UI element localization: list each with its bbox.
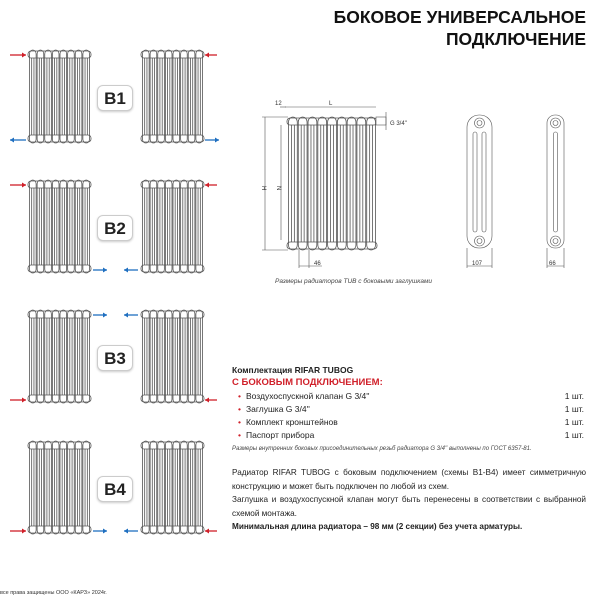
list-item bbox=[232, 429, 584, 442]
supply-arrow bbox=[10, 183, 26, 188]
bullet-icon: • bbox=[238, 404, 241, 414]
radiator bbox=[141, 310, 204, 403]
supply-arrow bbox=[205, 53, 217, 58]
radiator bbox=[141, 441, 204, 534]
list-item bbox=[232, 416, 584, 429]
kit-list bbox=[232, 390, 584, 442]
return-arrow bbox=[10, 138, 26, 143]
supply-arrow bbox=[10, 53, 26, 58]
radiator-side-view-66 bbox=[547, 115, 564, 268]
supply-arrow bbox=[205, 529, 217, 534]
radiator bbox=[28, 441, 91, 534]
title-line-2: ПОДКЛЮЧЕНИЕ bbox=[445, 29, 586, 49]
list-item bbox=[232, 403, 584, 416]
description-p1: Радиатор RIFAR TUBOG с боковым подключением (схемы B1-B4) имеет симметричную конструкцию и может быть подключен по любой из схем. bbox=[232, 468, 586, 491]
scheme-label: B1 bbox=[97, 85, 133, 111]
item-name: Заглушка G 3/4'' bbox=[245, 404, 310, 414]
dim-N: N bbox=[275, 186, 281, 191]
kit-heading: Комплектация RIFAR TUBOG bbox=[232, 365, 354, 375]
radiator-front-view bbox=[287, 117, 377, 250]
item-qty: 1 шт. bbox=[564, 417, 584, 427]
kit-section bbox=[232, 365, 584, 452]
scheme-label: B4 bbox=[97, 476, 133, 502]
return-arrow bbox=[205, 138, 219, 143]
dim-46: 46 bbox=[314, 261, 321, 267]
scheme-b1 bbox=[0, 45, 220, 145]
item-qty: 1 шт. bbox=[564, 391, 584, 401]
radiator bbox=[28, 50, 91, 143]
dim-107: 107 bbox=[472, 261, 483, 267]
scheme-b2 bbox=[0, 175, 220, 275]
dim-66: 66 bbox=[549, 261, 556, 267]
scheme-b4 bbox=[0, 436, 220, 536]
list-item bbox=[232, 390, 584, 403]
item-name: Комплект кронштейнов bbox=[245, 417, 338, 427]
item-qty: 1 шт. bbox=[564, 430, 584, 440]
description-p3: Минимальная длина радиатора – 98 мм (2 секции) без учета арматуры. bbox=[232, 522, 523, 531]
return-arrow bbox=[93, 313, 107, 318]
scheme-label: B3 bbox=[97, 345, 133, 371]
return-arrow bbox=[124, 313, 138, 318]
thread-note: Размеры внутренних боковых присоединительных резьб радиатора G 3/4'' выполнены по ГОСТ 6357-81. bbox=[232, 446, 532, 452]
radiator bbox=[287, 117, 377, 250]
dim-12: 12 bbox=[275, 101, 282, 107]
dim-H: H bbox=[260, 186, 266, 191]
supply-arrow bbox=[10, 398, 26, 403]
return-arrow bbox=[124, 268, 138, 273]
scheme-b3 bbox=[0, 305, 220, 405]
description bbox=[232, 466, 586, 534]
description-p2: Заглушка и воздухоспускной клапан могут быть перенесены в соответствии с выбранной схемой монтажа. bbox=[232, 495, 586, 518]
radiator bbox=[28, 310, 91, 403]
thread-label: G 3/4'' bbox=[390, 121, 407, 127]
radiator bbox=[141, 50, 204, 143]
title-line-1: БОКОВОЕ УНИВЕРСАЛЬНОЕ bbox=[333, 7, 586, 27]
radiator bbox=[141, 180, 204, 273]
item-name: Паспорт прибора bbox=[245, 430, 315, 440]
page-title bbox=[334, 6, 586, 50]
supply-arrow bbox=[205, 398, 217, 403]
bullet-icon: • bbox=[238, 391, 241, 401]
item-qty: 1 шт. bbox=[564, 404, 584, 414]
drawing-caption: Размеры радиаторов TUB с боковыми заглушками bbox=[275, 278, 433, 285]
copyright: все права защищены ООО «КАРЗ» 2024г. bbox=[0, 590, 107, 596]
dim-L: L bbox=[329, 101, 333, 107]
radiator bbox=[28, 180, 91, 273]
supply-arrow bbox=[205, 183, 217, 188]
dimension-drawing bbox=[240, 90, 600, 280]
bullet-icon: • bbox=[238, 417, 241, 427]
radiator-side-view-107 bbox=[467, 115, 492, 268]
return-arrow bbox=[93, 268, 107, 273]
kit-subheading: С БОКОВЫМ ПОДКЛЮЧЕНИЕМ: bbox=[232, 377, 383, 388]
bullet-icon: • bbox=[238, 430, 241, 440]
return-arrow bbox=[124, 529, 138, 534]
scheme-label: B2 bbox=[97, 215, 133, 241]
return-arrow bbox=[93, 529, 107, 534]
supply-arrow bbox=[10, 529, 26, 534]
item-name: Воздухоспускной клапан G 3/4'' bbox=[245, 391, 370, 401]
